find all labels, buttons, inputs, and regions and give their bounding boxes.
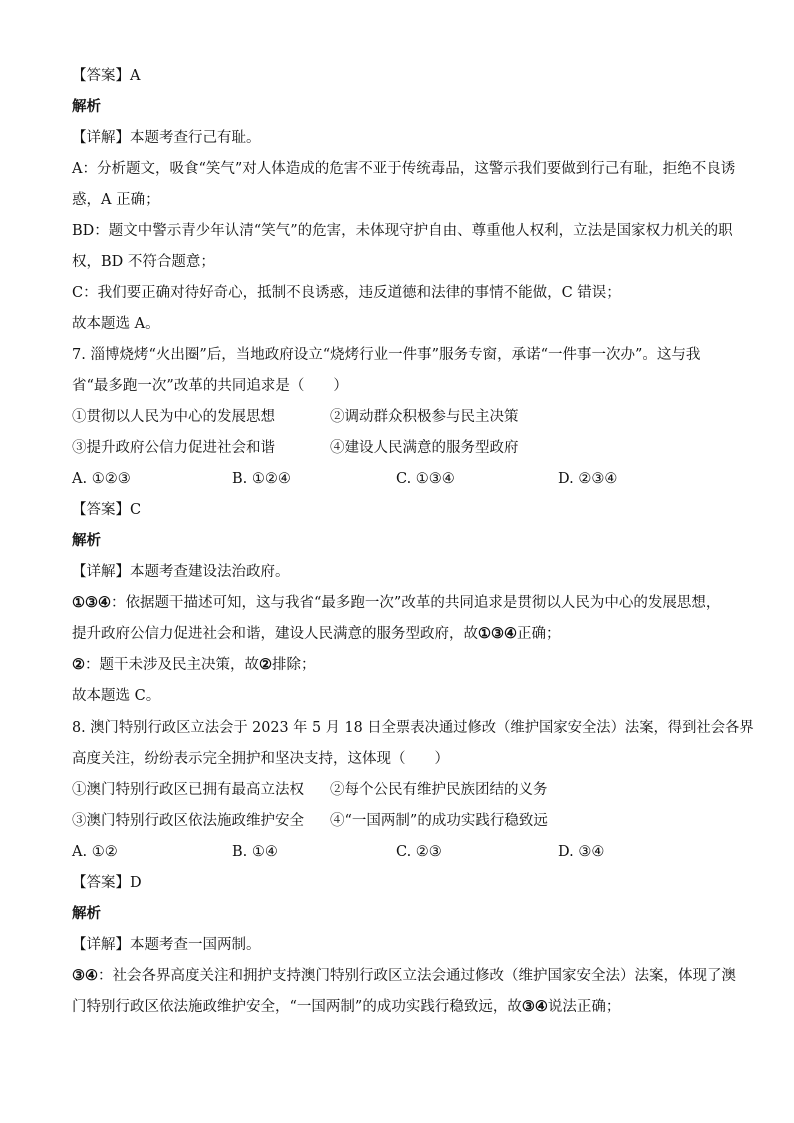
question-stem: 7. 淄博烧烤“火出圈”后，当地政府设立“烧烤行业一件事”服务专窗，承诺“一件事一次办”。这与我 — [72, 347, 701, 363]
statement-marks: ③④ — [72, 967, 98, 984]
explanation-text: ：题干未涉及民主决策，故 — [85, 657, 259, 673]
explanation-line — [72, 655, 316, 675]
statement-4: ④“一国两制”的成功实践行稳致远 — [330, 813, 548, 829]
statement-marks: ② — [72, 656, 85, 673]
question-stem: 省“最多跑一次”改革的共同追求是（ ） — [72, 378, 348, 394]
explanation-line — [72, 593, 720, 613]
explanation-text: ：依据题干描述可知，这与我省“最多跑一次”改革的共同追求是贯彻以人民为中心的发展思想， — [111, 595, 721, 611]
explanation-line: A：分析题文，吸食“笑气”对人体造成的危害不亚于传统毒品，这警示我们要做到行己有耻，拒绝不良诱 — [72, 161, 736, 177]
answer-label: 【答案】A — [72, 68, 141, 84]
conclusion-line: 故本题选 C。 — [72, 688, 161, 704]
statement-2: ②调动群众积极参与民主决策 — [330, 409, 519, 425]
explanation-line: BD：题文中警示青少年认清“笑气”的危害，未体现守护自由、尊重他人权利，立法是国家权力机关的职 — [72, 223, 733, 239]
analysis-heading: 解析 — [72, 905, 101, 922]
statement-marks: ①③④ — [478, 625, 517, 642]
explanation-text: 说法正确； — [547, 999, 621, 1015]
explanation-text: 门特别行政区依法施政维护安全，“一国两制”的成功实践行稳致远，故 — [72, 999, 522, 1015]
statement-marks: ② — [259, 656, 272, 673]
question-stem: 8. 澳门特别行政区立法会于 2023 年 5 月 18 日全票表决通过修改（维护国家安全法）法案，得到社会各界 — [72, 720, 754, 736]
statement-3: ③提升政府公信力促进社会和谐 — [72, 440, 275, 456]
explanation-line — [72, 624, 561, 644]
statement-1: ①澳门特别行政区已拥有最高立法权 — [72, 782, 304, 798]
statement-marks: ③④ — [521, 998, 548, 1015]
answer-label: 【答案】D — [72, 875, 142, 891]
detail-heading: 【详解】本题考查行己有耻。 — [72, 130, 261, 146]
detail-heading: 【详解】本题考查一国两制。 — [72, 937, 261, 953]
explanation-text: 提升政府公信力促进社会和谐，建设人民满意的服务型政府，故 — [72, 626, 478, 642]
explanation-line: 权，BD 不符合题意； — [72, 254, 215, 270]
option-c: C. ②③ — [396, 844, 442, 860]
option-d: D. ③④ — [558, 844, 605, 860]
explanation-text: ：社会各界高度关注和拥护支持澳门特别行政区立法会通过修改（维护国家安全法）法案，体现了澳 — [98, 968, 736, 984]
explanation-line: 惑，A 正确； — [72, 192, 160, 208]
option-a: A. ①② — [72, 844, 118, 860]
explanation-line — [72, 997, 620, 1017]
statement-3: ③澳门特别行政区依法施政维护安全 — [72, 813, 304, 829]
detail-heading: 【详解】本题考查建设法治政府。 — [72, 564, 290, 580]
analysis-heading: 解析 — [72, 98, 101, 115]
option-c: C. ①③④ — [396, 471, 455, 487]
question-stem: 高度关注，纷纷表示完全拥护和坚决支持，这体现（ ） — [72, 751, 449, 767]
option-a: A. ①②③ — [72, 471, 131, 487]
option-b: B. ①④ — [232, 844, 278, 860]
statement-marks: ①③④ — [72, 594, 111, 611]
statement-4: ④建设人民满意的服务型政府 — [330, 440, 519, 456]
explanation-line: C：我们要正确对待好奇心，抵制不良诱惑，违反道德和法律的事情不能做，C 错误； — [72, 285, 621, 301]
explanation-text: 排除； — [272, 657, 316, 673]
explanation-line — [72, 966, 736, 986]
statement-2: ②每个公民有维护民族团结的义务 — [330, 782, 548, 798]
option-b: B. ①②④ — [232, 471, 291, 487]
explanation-text: 正确； — [517, 626, 561, 642]
statement-1: ①贯彻以人民为中心的发展思想 — [72, 409, 275, 425]
option-d: D. ②③④ — [558, 471, 618, 487]
analysis-heading: 解析 — [72, 532, 101, 549]
conclusion-line: 故本题选 A。 — [72, 316, 160, 332]
answer-label: 【答案】C — [72, 502, 142, 518]
